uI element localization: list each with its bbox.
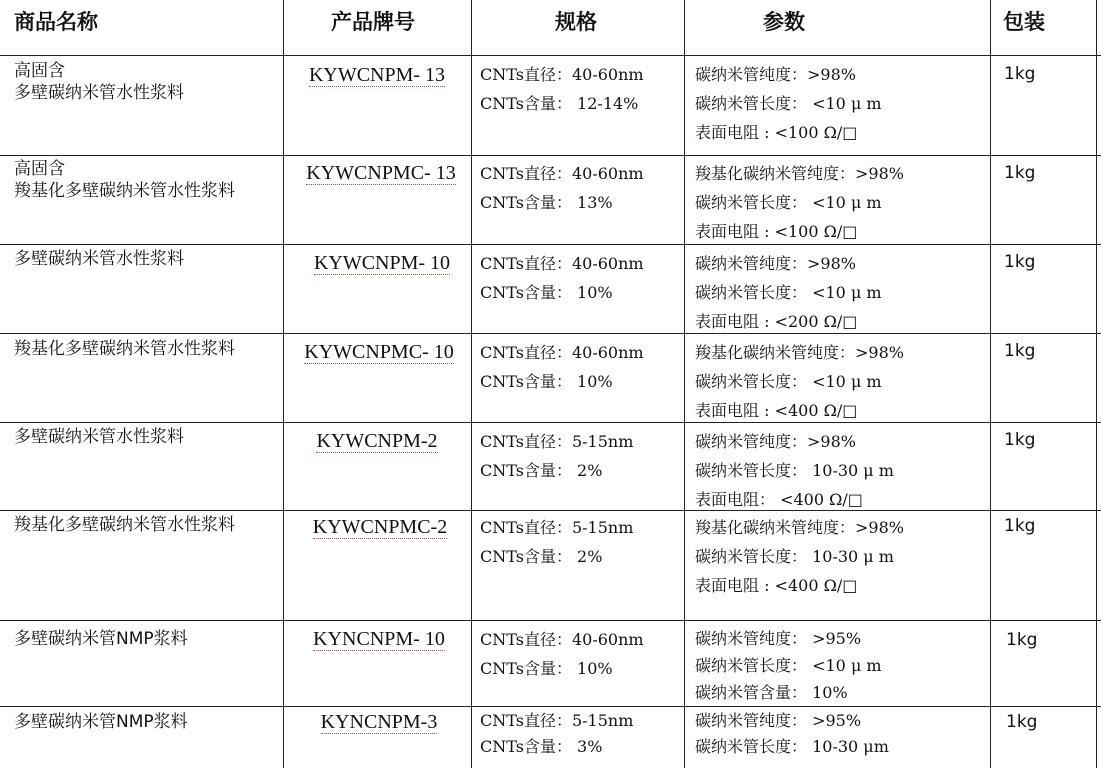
row-divider (0, 422, 1101, 423)
packaging: 1kg (1004, 516, 1036, 536)
product-name: 高固含 (14, 159, 65, 179)
spec-cell (480, 427, 633, 485)
spec-line: CNTs直径：40-60nm (480, 65, 644, 84)
param-line: 表面电阻： <400 Ω/□ (695, 490, 863, 509)
product-name: 羧基化多壁碳纳米管水性浆料 (14, 339, 235, 359)
packaging: 1kg (1004, 430, 1036, 450)
column-divider (990, 0, 991, 768)
param-line: 表面电阻 : <100 Ω/□ (695, 123, 858, 142)
product-name: 多壁碳纳米管水性浆料 (14, 83, 184, 103)
product-code-text: KYWCNPM- 13 (308, 64, 446, 86)
product-name: 多壁碳纳米管水性浆料 (14, 427, 184, 447)
product-code-text: KYNCNPM- 10 (313, 628, 445, 650)
spec-line: CNTs含量： 2% (480, 461, 603, 480)
param-line: 表面电阻 : <400 Ω/□ (695, 401, 858, 420)
param-line: 羧基化碳纳米管纯度：>98% (695, 518, 904, 537)
product-code (291, 162, 471, 185)
table-row (14, 248, 184, 270)
param-line: 碳纳米管纯度： >95% (695, 629, 862, 648)
spec-line: CNTs含量： 12-14% (480, 94, 639, 113)
header-parameters: 参数 (763, 10, 805, 34)
row-divider (0, 155, 1101, 156)
table-row (14, 60, 184, 104)
table-row (14, 711, 188, 733)
product-code (289, 341, 469, 364)
param-line: 碳纳米管长度： <10 μ m (695, 656, 882, 675)
param-cell (695, 708, 889, 760)
param-line: 碳纳米管长度： <10 μ m (695, 283, 882, 302)
product-name: 羧基化多壁碳纳米管水性浆料 (14, 181, 235, 201)
product-name: 羧基化多壁碳纳米管水性浆料 (14, 515, 235, 535)
spec-line: CNTs直径：5-15nm (480, 711, 634, 730)
spec-line: CNTs含量： 3% (480, 737, 603, 756)
row-divider (0, 620, 1101, 621)
product-name: 多壁碳纳米管水性浆料 (14, 249, 184, 269)
param-line: 碳纳米管长度： 10-30 μ m (695, 461, 894, 480)
row-divider (0, 510, 1101, 511)
param-line: 表面电阻 : <400 Ω/□ (695, 576, 858, 595)
param-line: 碳纳米管纯度：>98% (695, 254, 856, 273)
spec-line: CNTs含量： 10% (480, 283, 613, 302)
param-cell (695, 513, 904, 600)
spec-line: CNTs含量： 2% (480, 547, 603, 566)
header-product-name: 商品名称 (14, 10, 98, 34)
param-line: 羧基化碳纳米管纯度：>98% (695, 164, 904, 183)
column-divider (471, 0, 472, 768)
product-code (287, 430, 467, 453)
param-cell (695, 427, 894, 514)
product-name: 多壁碳纳米管NMP浆料 (14, 712, 188, 732)
param-line: 碳纳米管长度： <10 μ m (695, 94, 882, 113)
spec-cell (480, 60, 644, 118)
product-code-text: KYWCNPM-2 (316, 430, 438, 452)
packaging: 1kg (1004, 341, 1036, 361)
param-cell (695, 625, 882, 706)
param-line: 碳纳米管纯度： >95% (695, 711, 862, 730)
spec-cell (480, 159, 644, 217)
row-divider (0, 244, 1101, 245)
spec-cell (480, 625, 644, 683)
table-row (14, 338, 235, 360)
spec-cell (480, 513, 633, 571)
packaging: 1kg (1004, 64, 1036, 84)
packaging: 1kg (1004, 163, 1036, 183)
spec-cell (480, 708, 633, 760)
product-code (290, 516, 470, 539)
product-code (292, 252, 472, 275)
param-line: 表面电阻 : <100 Ω/□ (695, 222, 858, 241)
spec-line: CNTs直径：40-60nm (480, 343, 644, 362)
spec-line: CNTs含量： 10% (480, 372, 613, 391)
product-code (289, 628, 469, 651)
param-cell (695, 249, 882, 336)
param-line: 碳纳米管含量： 10% (695, 683, 848, 702)
spec-line: CNTs直径：40-60nm (480, 254, 644, 273)
column-divider (684, 0, 685, 768)
param-line: 表面电阻 : <200 Ω/□ (695, 312, 858, 331)
spec-line: CNTs直径：40-60nm (480, 164, 644, 183)
table-row (14, 426, 184, 448)
product-code (287, 64, 467, 87)
product-code-text: KYWCNPMC-2 (312, 516, 448, 538)
spec-line: CNTs直径：40-60nm (480, 630, 644, 649)
product-code (289, 711, 469, 734)
table-row (14, 514, 235, 536)
header-spec: 规格 (555, 10, 597, 34)
row-divider (0, 55, 1101, 56)
spec-line: CNTs含量： 13% (480, 193, 613, 212)
header-product-code: 产品牌号 (331, 10, 415, 34)
product-name: 多壁碳纳米管NMP浆料 (14, 629, 188, 649)
param-line: 羧基化碳纳米管纯度：>98% (695, 343, 904, 362)
spec-line: CNTs含量： 10% (480, 659, 613, 678)
table-row (14, 628, 188, 650)
spec-line: CNTs直径：5-15nm (480, 518, 634, 537)
packaging: 1kg (1004, 252, 1036, 272)
param-line: 碳纳米管长度： <10 μ m (695, 372, 882, 391)
column-divider (1096, 0, 1097, 768)
param-line: 碳纳米管纯度：>98% (695, 432, 856, 451)
packaging: 1kg (1006, 712, 1038, 732)
param-line: 碳纳米管纯度：>98% (695, 65, 856, 84)
row-divider (0, 706, 1101, 707)
row-divider (0, 333, 1101, 334)
param-cell (695, 159, 904, 246)
product-name: 高固含 (14, 61, 65, 81)
param-cell (695, 60, 882, 147)
column-divider (283, 0, 284, 768)
param-line: 碳纳米管长度： 10-30 μ m (695, 547, 894, 566)
spec-cell (480, 338, 644, 396)
packaging: 1kg (1006, 630, 1038, 650)
param-line: 碳纳米管长度： 10-30 μm (695, 737, 889, 756)
spec-line: CNTs直径：5-15nm (480, 432, 634, 451)
product-code-text: KYWCNPM- 10 (313, 252, 451, 274)
spec-cell (480, 249, 644, 307)
header-packaging: 包装 (1003, 10, 1045, 34)
product-code-text: KYWCNPMC- 13 (306, 162, 456, 184)
product-code-text: KYNCNPM-3 (320, 711, 438, 733)
param-cell (695, 338, 904, 425)
param-line: 碳纳米管长度： <10 μ m (695, 193, 882, 212)
product-code-text: KYWCNPMC- 10 (304, 341, 454, 363)
table-row (14, 158, 235, 202)
